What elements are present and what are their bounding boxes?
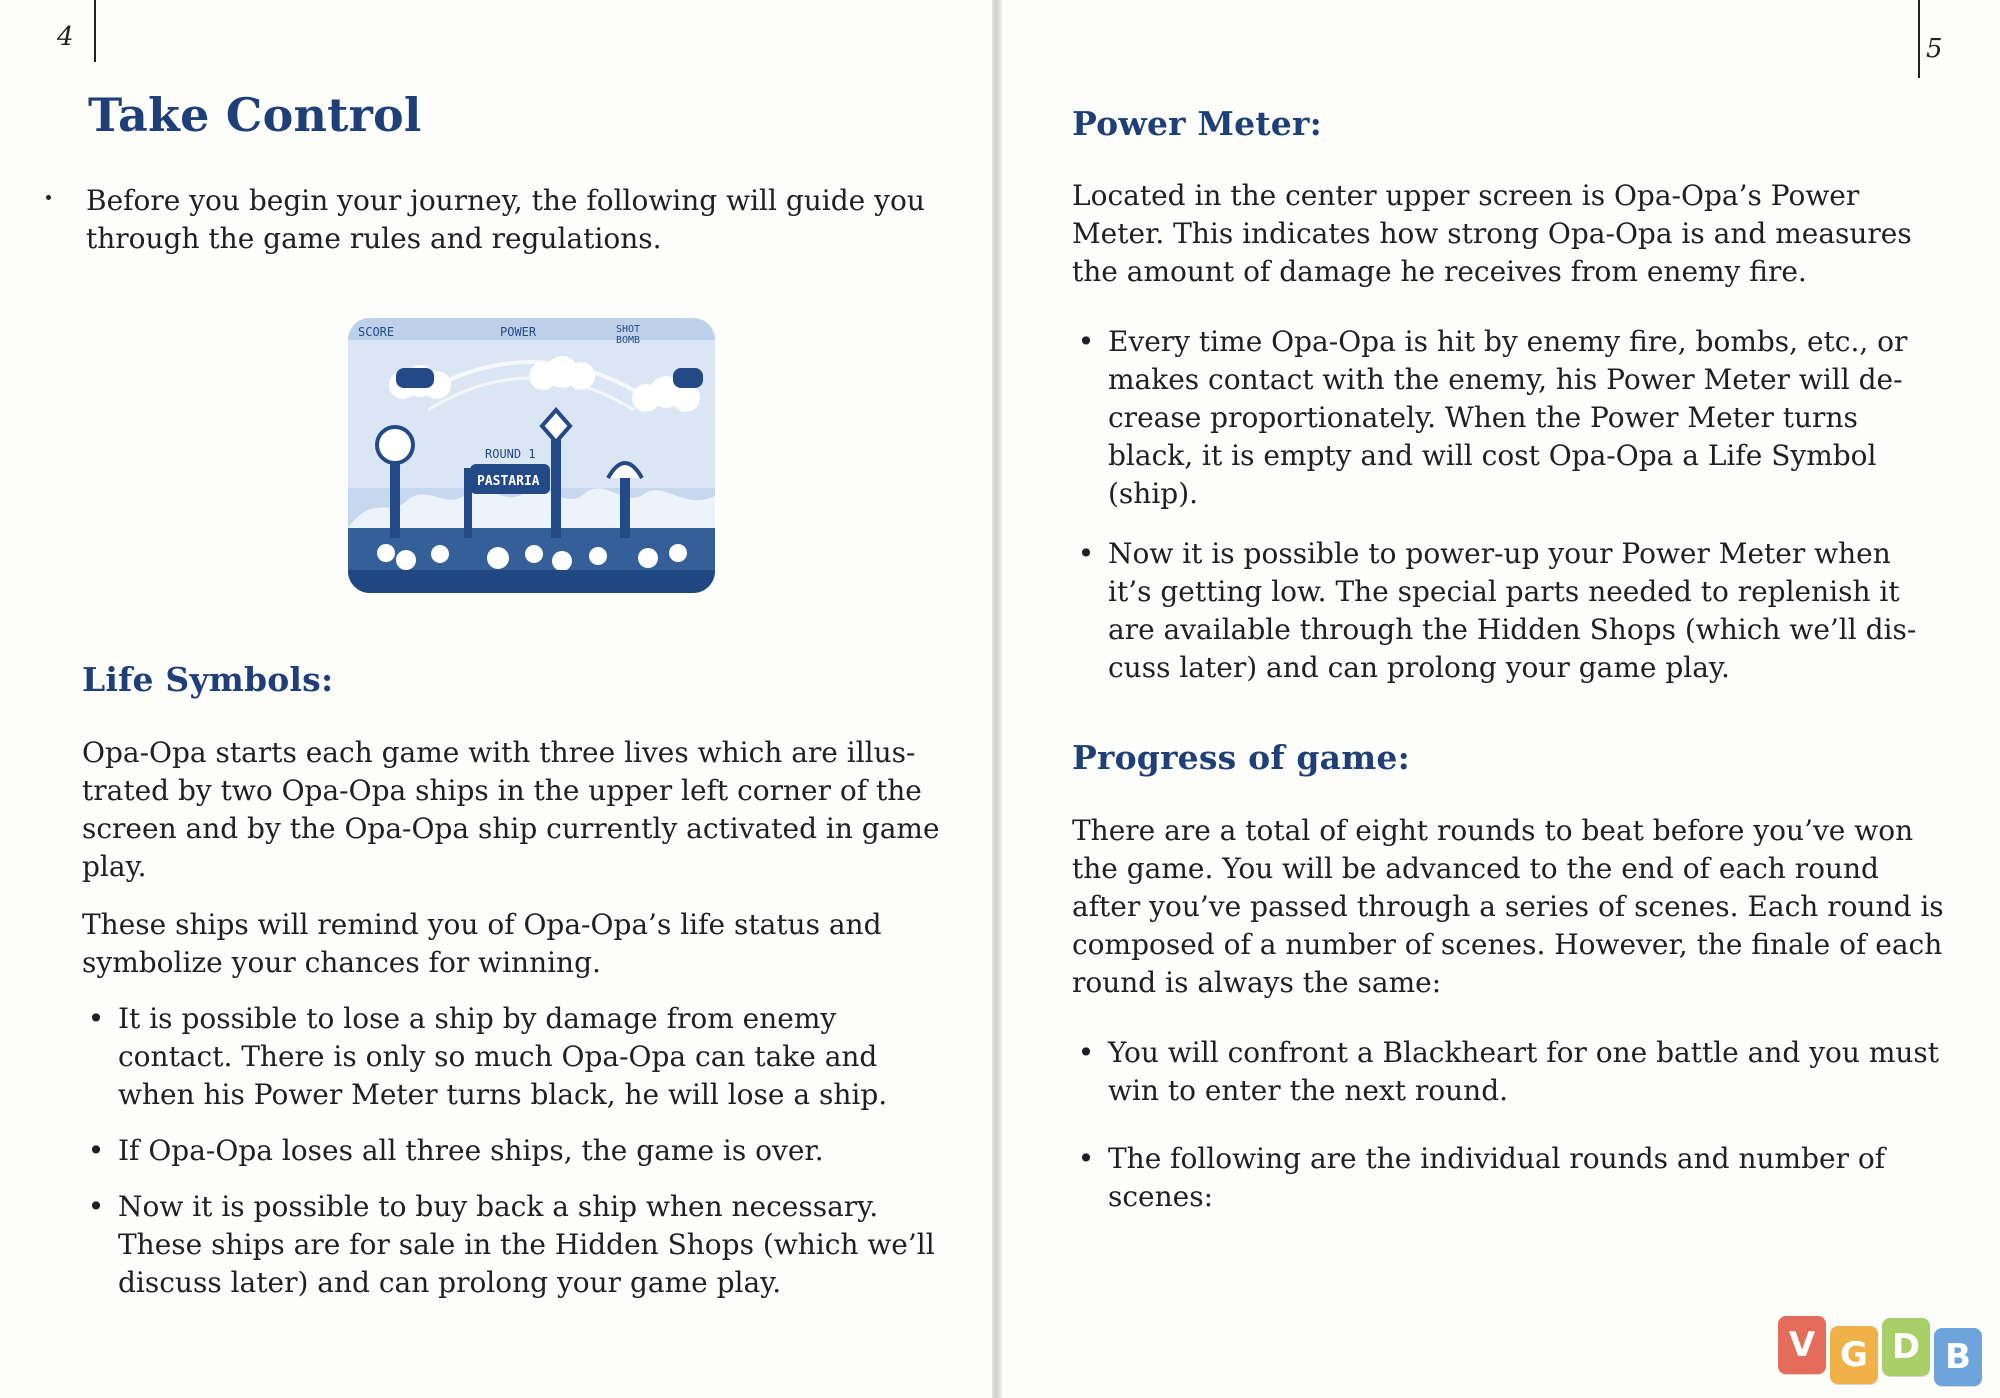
life-symbols-paragraph-1: Opa-Opa starts each game with three lives which are illus-trated by two Opa-Opa ships in the upper left corner of the screen and by the Opa-Opa ship currently activated in game play. bbox=[82, 736, 940, 883]
bullet-dot: • bbox=[1077, 537, 1095, 570]
hud-shot-label: SHOT bbox=[616, 324, 641, 335]
life-symbols-bullet-text: If Opa-Opa loses all three ships, the game is over. bbox=[118, 1134, 824, 1167]
left-page-number-rule bbox=[94, 0, 96, 62]
right-page bbox=[1002, 0, 2000, 1398]
life-symbols-bullet-text: It is possible to lose a ship by damage from enemy contact. There is only so much Opa-Opa can take and when his Power Meter turns black, he will lose a ship. bbox=[118, 1002, 888, 1111]
vgdb-watermark bbox=[1778, 1322, 1982, 1380]
book-gutter bbox=[992, 0, 1002, 1398]
progress-bullets bbox=[1072, 1034, 1942, 1216]
power-meter-heading: Power Meter: bbox=[1072, 104, 1322, 143]
progress-bullet-text: The following are the individual rounds and number of scenes: bbox=[1108, 1142, 1886, 1213]
hud-power-label: POWER bbox=[500, 325, 537, 339]
hud-score-label: SCORE bbox=[358, 325, 395, 339]
life-symbols-bullet bbox=[82, 1188, 942, 1302]
bullet-dot: • bbox=[1077, 1142, 1095, 1175]
watermark-letter: B bbox=[1934, 1328, 1982, 1386]
bullet-dot: • bbox=[87, 1190, 105, 1223]
left-page bbox=[0, 0, 992, 1398]
right-page-number: 5 bbox=[1926, 34, 1943, 64]
hud-bomb-label: BOMB bbox=[616, 335, 641, 346]
bullet-dot: • bbox=[1077, 325, 1095, 358]
intro-paragraph: Before you begin your journey, the following will guide you through the game rules and regulations. bbox=[86, 184, 925, 255]
power-meter-paragraph: Located in the center upper screen is Opa-Opa’s Power Meter. This indicates how strong Opa-Opa is and measures the amount of damage he receives from enemy fire. bbox=[1072, 179, 1912, 288]
right-page-number-rule bbox=[1918, 0, 1920, 78]
bullet-dot: • bbox=[87, 1134, 105, 1167]
progress-paragraph: There are a total of eight rounds to beat before you’ve won the game. You will be advanced to the end of each round after you’ve passed through a series of scenes. Each round is composed of a number of scenes. However, the finale of each round is always the same: bbox=[1072, 814, 1944, 999]
left-margin-tick bbox=[46, 195, 51, 200]
left-page-number: 4 bbox=[57, 22, 74, 52]
life-symbols-bullet-text: Now it is possible to buy back a ship when necessary. These ships are for sale in the Hidden Shops (which we’ll discuss later) and can prolong your game play. bbox=[118, 1190, 935, 1299]
take-control-title: Take Control bbox=[88, 88, 422, 142]
watermark-letter: G bbox=[1830, 1326, 1878, 1384]
watermark-letter: V bbox=[1778, 1316, 1826, 1374]
round-label: ROUND 1 bbox=[485, 447, 536, 461]
life-symbols-bullets bbox=[82, 1000, 942, 1302]
power-meter-bullet-text: Now it is possible to power-up your Power Meter when it’s getting low. The special parts needed to replenish it are available through the Hidden Shops (which we’ll dis-cuss later) and can prolong your game play. bbox=[1108, 537, 1917, 684]
power-meter-bullet-text: Every time Opa-Opa is hit by enemy fire, bombs, etc., or makes contact with the enemy, his Power Meter will de-crease proportionately. When the Power Meter turns black, it is empty and will cost Opa-Opa a Life Symbol (ship). bbox=[1108, 325, 1908, 510]
progress-heading: Progress of game: bbox=[1072, 738, 1410, 777]
life-symbols-heading: Life Symbols: bbox=[82, 660, 334, 699]
progress-bullet bbox=[1072, 1140, 1942, 1216]
watermark-letter: D bbox=[1882, 1318, 1930, 1376]
progress-bullet bbox=[1072, 1034, 1942, 1110]
bullet-dot: • bbox=[1077, 1036, 1095, 1069]
stage-name-label: PASTARIA bbox=[477, 474, 540, 489]
game-screenshot bbox=[348, 318, 715, 593]
life-symbols-bullet bbox=[82, 1132, 942, 1170]
life-symbols-paragraph-2: These ships will remind you of Opa-Opa’s life status and symbolize your chances for winning. bbox=[82, 908, 882, 979]
power-meter-bullet bbox=[1072, 535, 1942, 687]
bullet-dot: • bbox=[87, 1002, 105, 1035]
life-symbols-bullet bbox=[82, 1000, 942, 1114]
power-meter-bullets bbox=[1072, 323, 1942, 687]
progress-bullet-text: You will confront a Blackheart for one battle and you must win to enter the next round. bbox=[1108, 1036, 1940, 1107]
power-meter-bullet bbox=[1072, 323, 1942, 513]
